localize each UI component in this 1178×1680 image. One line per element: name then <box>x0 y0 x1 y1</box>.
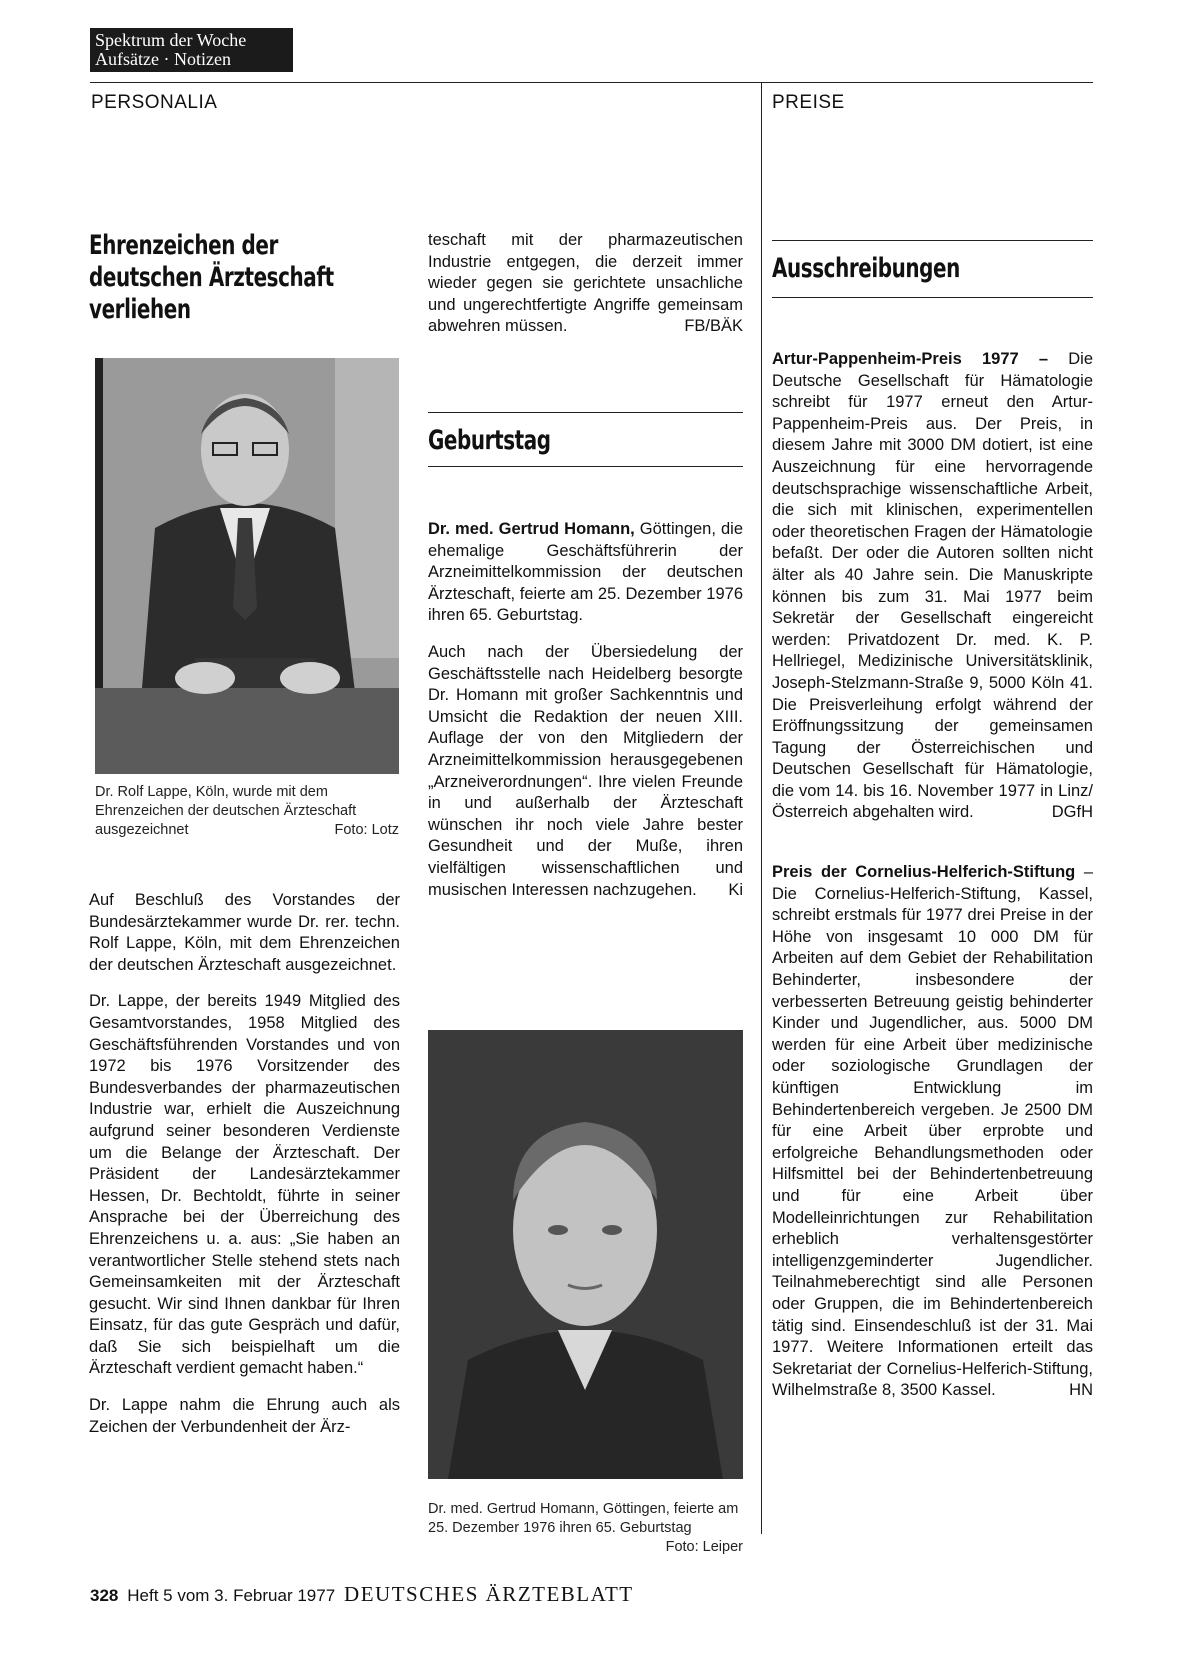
portrait-man-image <box>95 358 399 774</box>
section-preise: PREISE <box>772 92 845 113</box>
prize-title: Artur-Pappenheim-Preis 1977 – <box>772 350 1049 368</box>
paragraph: Dr. Lappe nahm die Ehrung auch als Zeichen der Verbundenheit der Ärz- <box>89 1396 400 1436</box>
paragraph <box>428 642 743 901</box>
continuation-text: teschaft mit der pharmazeutischen Industrie entgegen, die derzeit immer wieder gegen sie gerichtete unsachliche und ungerechtfertigte Angriffe gemeinsam abwehren müssen. <box>428 231 743 336</box>
article3-headline: Ausschreibungen <box>772 253 960 284</box>
paragraph <box>428 230 743 338</box>
rule <box>428 412 743 413</box>
badge-line-1: Spektrum der Woche <box>95 30 247 50</box>
header-rule <box>90 82 1093 83</box>
paragraph: Auf Beschluß des Vorstandes der Bundesärztekammer wurde Dr. rer. techn. Rolf Lappe, Köln, mit dem Ehrenzeichen der deutschen Ärzteschaft ausgezeichnet. <box>89 891 400 974</box>
issue-info: Heft 5 vom 3. Februar 1977 <box>127 1586 336 1605</box>
publication-name: DEUTSCHES ÄRZTEBLATT <box>344 1582 634 1606</box>
section-badge <box>90 28 293 72</box>
article1-continuation <box>428 230 743 338</box>
name-bold: Dr. med. Gertrud Homann, <box>428 520 635 538</box>
photo-gertrud-homann <box>428 1030 743 1479</box>
portrait-woman-image <box>428 1030 743 1479</box>
paragraph <box>772 349 1093 824</box>
signature: HN <box>1069 1381 1093 1400</box>
paragraph <box>772 862 1093 1402</box>
rule <box>772 297 1093 298</box>
caption-homann <box>428 1500 743 1557</box>
article1-body <box>89 890 400 1453</box>
signature: DGfH <box>1051 803 1093 822</box>
paragraph-text: – Die Cornelius-Helferich-Stiftung, Kassel, schreibt erstmals für 1977 drei Preise in der Höhe von insgesamt 10 000 DM für Arbeiten auf dem Gebiet der Rehabilitation Behinderter, insbesondere der verbesserten Betreuung geistig behinderter Kinder und Jugendlicher, aus. 5000 DM werden für eine Arbeit über medizinische oder soziologische Grundlagen der künftigen Entwicklung im Behindertenbereich vergeben. Je 2500 DM für eine Arbeit über erprobte und erfolgreiche Behandlungsmethoden oder Hilfsmittel bei der Behindertenbetreuung und für eine Arbeit über Modelleinrichtungen zur Rehabilitation erheblich verhaltensgestörter intelligenzgeminderter Jugendlicher. Teilnahmeberechtigt sind alle Personen oder Gruppen, die im Behindertenbereich tätig sind. Einsendeschluß ist der 31. Mai 1977. Weitere Informationen erteilt das Sekretariat der Cornelius-Helferich-Stiftung, Wilhelmstraße 8, 3500 Kassel. <box>772 863 1094 1400</box>
headline-line: Ehrenzeichen der <box>89 230 278 261</box>
page-number: 328 <box>90 1586 119 1605</box>
caption-text: Dr. med. Gertrud Homann, Göttingen, feierte am 25. Dezember 1976 ihren 65. Geburtstag <box>428 1501 739 1536</box>
section-personalia: PERSONALIA <box>91 92 218 113</box>
headline-line: verliehen <box>89 294 191 325</box>
badge-line-2: Aufsätze · Notizen <box>95 49 231 69</box>
article2-headline: Geburtstag <box>428 425 551 456</box>
prize-title: Preis der Cornelius-Helferich-Stiftung <box>772 863 1076 882</box>
page-footer <box>90 1582 634 1607</box>
article1-headline <box>89 230 387 326</box>
rule <box>428 466 743 467</box>
article3-body <box>772 349 1093 1402</box>
caption-lappe <box>95 783 399 840</box>
photo-credit: Foto: Lotz <box>334 822 399 838</box>
rule <box>772 240 1093 241</box>
signature: Ki <box>728 880 743 899</box>
photo-rolf-lappe <box>95 358 399 774</box>
caption-text: Dr. Rolf Lappe, Köln, wurde mit dem Ehrenzeichen der deutschen Ärzteschaft ausgezeichnet <box>95 784 357 838</box>
paragraph-text: Göttingen, die ehemalige Geschäftsführerin der Arzneimittelkommission der deutschen Ärzteschaft, feierte am 25. Dezember 1976 ihren 65. Geburtstag. <box>428 520 743 625</box>
paragraph-text: Die Deutsche Gesellschaft für Hämatologie schreibt für 1977 erneut den Artur-Pappenheim-Preis aus. Der Preis, in diesem Jahre mit 3000 DM dotiert, ist eine Auszeichnung für eine hervorragende deutschsprachige wissenschaftliche Arbeit, die sich mit klinischen, experimentellen oder theoretischen Fragen der Hämatologie befaßt. Der oder die Autoren sollten nicht älter als 40 Jahre sein. Die Manuskripte können bis zum 31. Mai 1977 beim Sekretär der Gesellschaft eingereicht werden: Privatdozent Dr. med. K. P. Hellriegel, Medizinische Universitätsklinik, Joseph-Stelzmann-Straße 9, 5000 Köln 41. Die Preisverleihung erfolgt während der Eröffnungssitzung der gemeinsamen Tagung der Österreichischen und Deutschen Gesellschaft für Hämatologie, die vom 14. bis 16. November 1977 in Linz/Österreich abgehalten wird. <box>772 350 1094 822</box>
paragraph: Dr. Lappe, der bereits 1949 Mitglied des Gesamtvorstandes, 1958 Mitglied des Geschäftsführenden Vorstandes und von 1972 bis 1976 Vorsitzender des Bundesverbandes der pharmazeutischen Industrie war, erhielt die Auszeichnung aufgrund seiner besonderen Verdienste um die Belange der Ärzteschaft. Der Präsident der Landesärztekammer Hessen, Dr. Bechtoldt, führte in seiner Ansprache bei der Überreichung des Ehrenzeichens u. a. aus: „Sie haben an verantwortlicher Stelle stehend stets nach Gemeinsamkeiten mit der Ärzteschaft gesucht. Wir sind Ihnen dankbar für Ihren Einsatz, für das gute Gespräch und dafür, daß Sie sich beispielhaft um die Ärzteschaft verdient gemacht haben.“ <box>89 992 400 1378</box>
paragraph <box>428 519 743 627</box>
headline-line: deutschen Ärzteschaft <box>89 262 334 293</box>
signature: FB/BÄK <box>684 317 743 336</box>
paragraph-text: Auch nach der Übersiedelung der Geschäftsstelle nach Heidelberg besorgte Dr. Homann mit großer Sachkenntnis und Umsicht die Redaktion der neuen XIII. Auflage der von den Mitgliedern der Arzneimittelkommission herausgegebenen „Arzneiverordnungen“. Ihre vielen Freunde in und außerhalb der Ärzteschaft wünschen ihr noch viele Jahre bester Gesundheit und der Muße, ihren vielfältigen wissenschaftlichen und musischen Interessen nachzugehen. <box>428 642 743 899</box>
photo-credit: Foto: Leiper <box>665 1539 743 1555</box>
article2-body <box>428 519 743 901</box>
column-divider <box>761 82 762 1534</box>
